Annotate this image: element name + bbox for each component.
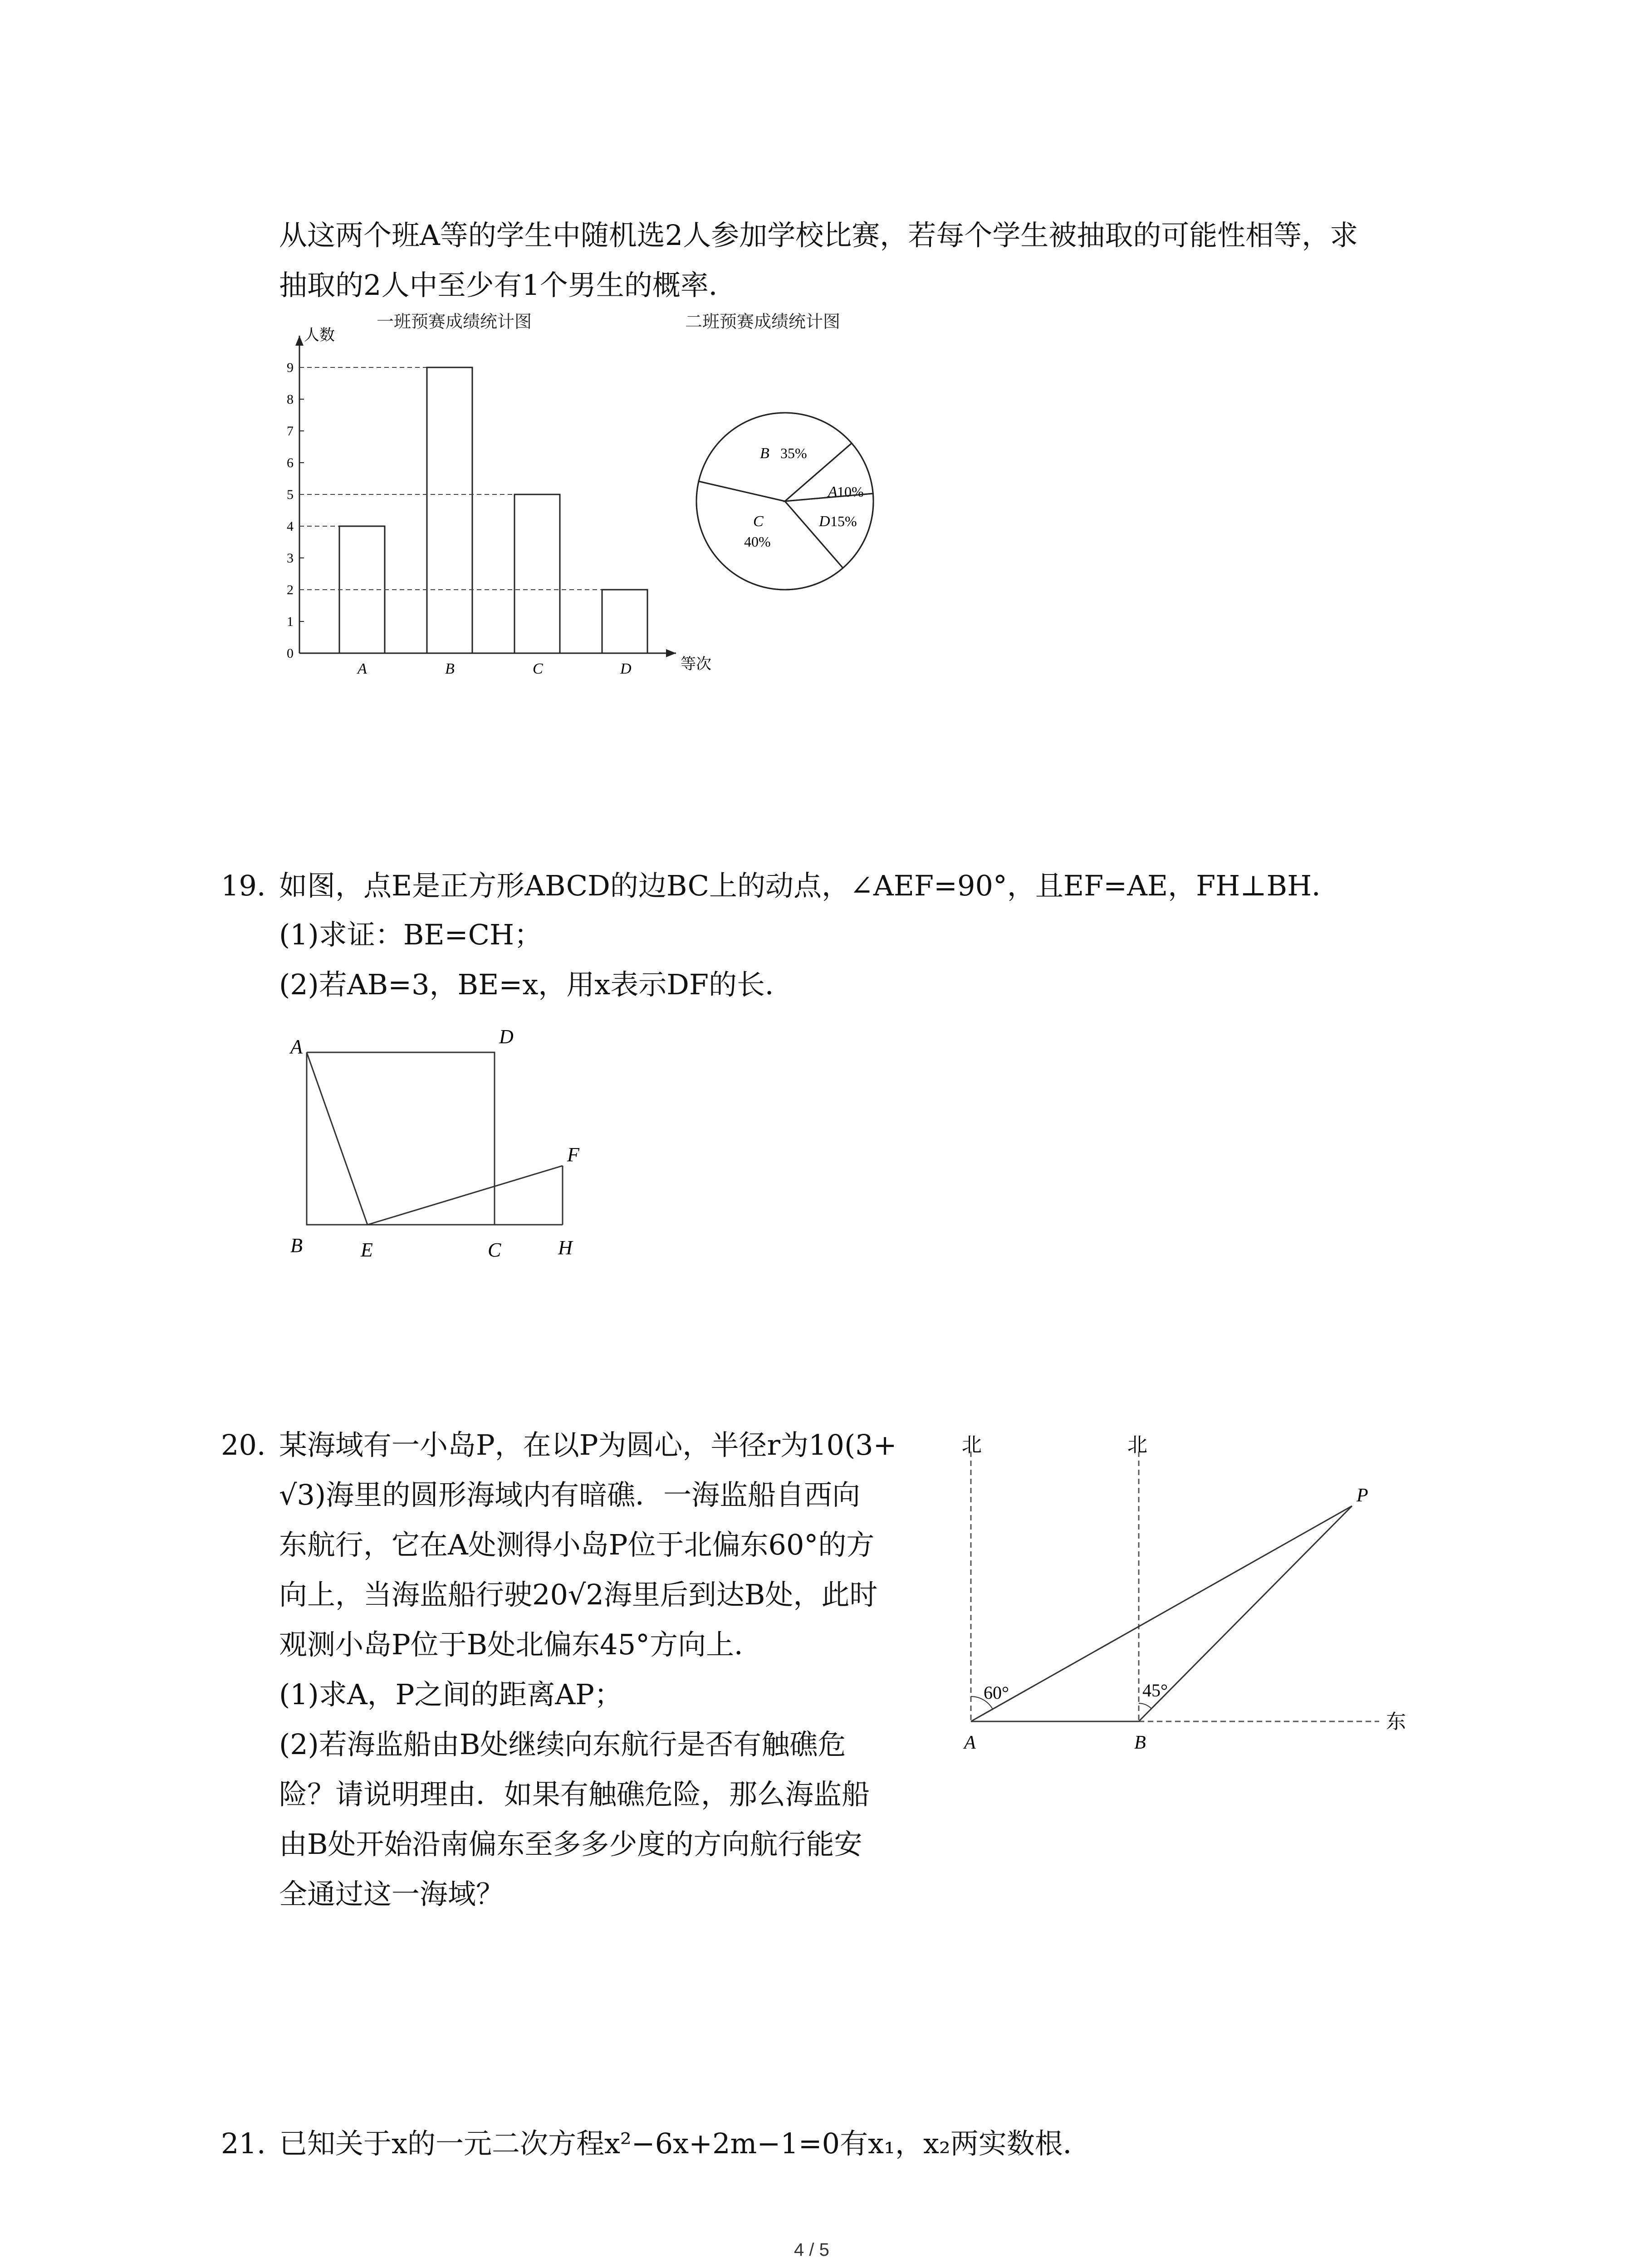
y-tick-label: 1 — [287, 614, 294, 629]
bar-C — [514, 494, 560, 653]
q20-line-5: 观测小岛P位于B处北偏东45°方向上． — [279, 1628, 763, 1661]
page-number: 4 / 5 — [794, 2240, 829, 2260]
label-a: A — [290, 1036, 303, 1058]
y-axis-arrow — [295, 336, 304, 346]
segment-ef — [367, 1166, 563, 1225]
x-tick-label: D — [620, 660, 632, 677]
x-tick-label: A — [358, 660, 367, 677]
north-label-b: 北 — [1127, 1434, 1147, 1456]
q20-line-9: 由B处开始沿南偏东至多多少度的方向航行能安 — [279, 1828, 862, 1861]
q20-line-4: 向上，当海监船行驶20√2海里后到达B处，此时 — [279, 1578, 878, 1611]
label-b-point: B — [1134, 1732, 1146, 1753]
angle-arc-45 — [1139, 1703, 1151, 1709]
label-d: D — [499, 1026, 514, 1048]
segment-bp — [1139, 1506, 1352, 1721]
pie-label-A: A — [828, 484, 838, 500]
label-p: P — [1357, 1485, 1368, 1506]
y-tick-label: 9 — [287, 360, 294, 375]
pie-label-C: C — [753, 513, 764, 530]
q20-line-6: (1)求A，P之间的距离AP； — [279, 1678, 622, 1711]
q19-part-2: (2)若AB=3，BE=x，用x表示DF的长． — [279, 968, 793, 1001]
y-tick-label: 3 — [287, 551, 294, 566]
pie-value-C: 40% — [744, 533, 771, 550]
bar-B — [427, 367, 472, 653]
square-abcd — [307, 1052, 495, 1225]
y-tick-label: 6 — [287, 455, 294, 470]
square-diagram — [272, 1012, 590, 1275]
pie-value-B: 35% — [780, 445, 807, 461]
label-b: B — [290, 1234, 303, 1256]
pie-value-A: 10% — [837, 484, 864, 500]
x-axis-label: 等次 — [681, 656, 711, 673]
bar-D — [602, 590, 647, 653]
angle-60-label: 60° — [984, 1682, 1009, 1703]
q20-line-2: √3)海里的圆形海域内有暗礁．一海监船自西向 — [279, 1478, 861, 1511]
q20-line-10: 全通过这一海域？ — [279, 1877, 505, 1911]
y-tick-label: 8 — [287, 392, 294, 407]
q20-number: 20. — [221, 1428, 266, 1461]
q20-line-7: (2)若海监船由B处继续向东航行是否有触礁危 — [279, 1728, 846, 1761]
q18-line-2: 抽取的2人中至少有1个男生的概率． — [279, 269, 737, 302]
y-tick-label: 5 — [287, 487, 294, 502]
q19-stem: 如图，点E是正方形ABCD的边BC上的动点，∠AEF=90°，且EF=AE，FH⊥BH． — [279, 869, 1340, 902]
pie-chart-title: 二班预赛成绩统计图 — [685, 312, 841, 332]
y-axis-label: 人数 — [304, 327, 335, 344]
angle-45-label: 45° — [1142, 1680, 1168, 1701]
q21-text: 已知关于x的一元二次方程x²−6x+2m−1=0有x₁，x₂两实数根． — [279, 2127, 1091, 2160]
label-e: E — [361, 1239, 373, 1261]
x-tick-label: B — [445, 660, 455, 677]
x-axis-arrow — [666, 649, 676, 657]
east-label: 东 — [1386, 1711, 1406, 1733]
y-tick-label: 2 — [287, 582, 294, 597]
q20-line-1: 某海域有一小岛P，在以P为圆心，半径r为10(3+ — [279, 1428, 897, 1461]
q21-number: 21. — [221, 2127, 266, 2160]
pie-label-D: D — [819, 513, 830, 530]
label-h: H — [558, 1237, 573, 1259]
y-tick-label: 7 — [287, 424, 294, 439]
pie-label-B: B — [760, 445, 769, 462]
q19-number: 19. — [221, 869, 266, 902]
bar-chart — [254, 327, 753, 689]
north-label-a: 北 — [962, 1434, 982, 1456]
pie-value-D: 15% — [830, 513, 857, 529]
bearing-diagram — [953, 1424, 1474, 1753]
segment-ae — [307, 1052, 367, 1225]
q20-line-8: 险？请说明理由．如果有触礁危险，那么海监船 — [279, 1778, 870, 1811]
bar-chart-title: 一班预赛成绩统计图 — [377, 312, 532, 332]
q18-line-1: 从这两个班A等的学生中随机选2人参加学校比赛，若每个学生被抽取的可能性相等，求 — [279, 219, 1358, 252]
label-c: C — [488, 1239, 501, 1261]
q20-line-3: 东航行，它在A处测得小岛P位于北偏东60°的方 — [279, 1528, 875, 1561]
y-tick-label: 0 — [287, 646, 294, 661]
label-a-point: A — [964, 1732, 976, 1753]
q19-part-1: (1)求证：BE=CH； — [279, 918, 543, 951]
label-f: F — [567, 1144, 579, 1166]
pie-chart — [690, 408, 880, 599]
x-tick-label: C — [533, 660, 543, 677]
y-tick-label: 4 — [287, 519, 294, 534]
